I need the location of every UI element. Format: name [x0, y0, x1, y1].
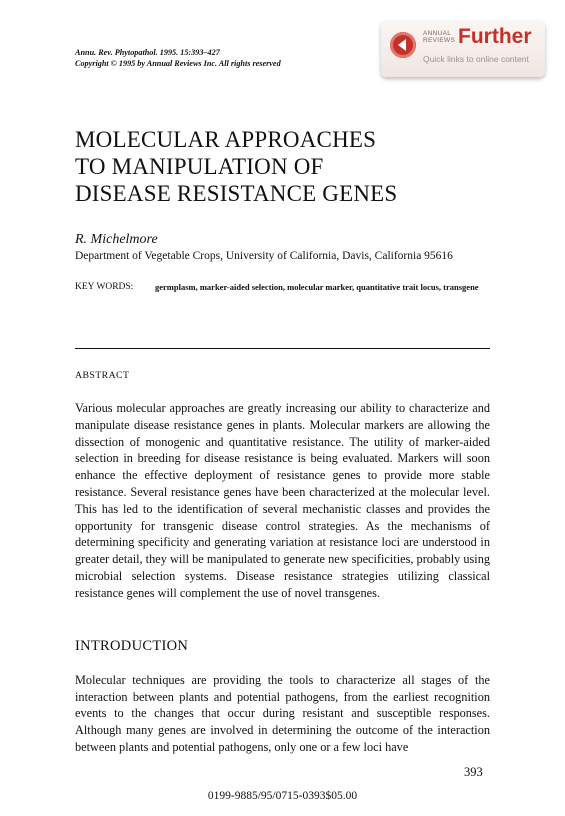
arrow-circle-icon: [390, 32, 416, 58]
badge-tagline: Quick links to online content: [423, 54, 529, 64]
citation-copyright: Copyright © 1995 by Annual Reviews Inc. All rights reserved: [75, 59, 281, 68]
citation-journal: Annu. Rev. Phytopathol. 1995. 15:393–427: [75, 48, 220, 57]
author-name: R. Michelmore: [75, 232, 158, 247]
further-badge[interactable]: [381, 21, 545, 77]
citation: [75, 47, 281, 69]
title-line: TO MANIPULATION OF: [75, 154, 324, 179]
introduction-text: Molecular techniques are providing the tools to characterize all stages of the interaction between plants and potential pathogens, from the earliest recognition events to the changes that occur during resistant and susceptible responses. Although many genes are involved in determining the outcome of the interaction between plants and potential pathogens, only one or a few loci have: [75, 673, 490, 754]
introduction-heading: INTRODUCTION: [75, 638, 189, 654]
title-line: MOLECULAR APPROACHES: [75, 127, 377, 152]
abstract-heading: ABSTRACT: [75, 370, 130, 381]
title-line: DISEASE RESISTANCE GENES: [75, 181, 398, 206]
author-affiliation: Department of Vegetable Crops, University of California, Davis, California 95616: [75, 250, 453, 262]
article-title: [75, 126, 397, 207]
badge-brand: ANNUAL REVIEWS: [423, 30, 456, 44]
keywords-text: germplasm, marker-aided selection, molecular marker, quantitative trait locus, transgene: [155, 282, 479, 292]
keywords-label: KEY WORDS:: [75, 282, 134, 292]
abstract-text: Various molecular approaches are greatly increasing our ability to characterize and manipulate disease resistance genes in plants. Molecular markers are allowing the dissection of monogenic and quantitative resistance. The utility of marker-aided selection in breeding for disease resistance is being evaluated. Markers will soon enhance the effective deployment of resistance genes to provide more stable resistance. Several resistance genes have been characterized at the molecular level. This has led to the identification of several mechanistic classes and provides the opportunity for transgenic disease control strategies. As the mechanisms of determining specificity and generating variation at resistance loci are understood in greater detail, they will be manipulated to generate new specificities, probably using microbial selection systems. Disease resistance strategies utilizing classical resistance genes will complement the use of novel transgenes.: [75, 401, 490, 600]
footer-code: 0199-9885/95/0715-0393$05.00: [207, 790, 358, 802]
page-number: 393: [464, 765, 483, 779]
divider-rule: [75, 348, 490, 349]
badge-word: Further: [458, 25, 532, 48]
